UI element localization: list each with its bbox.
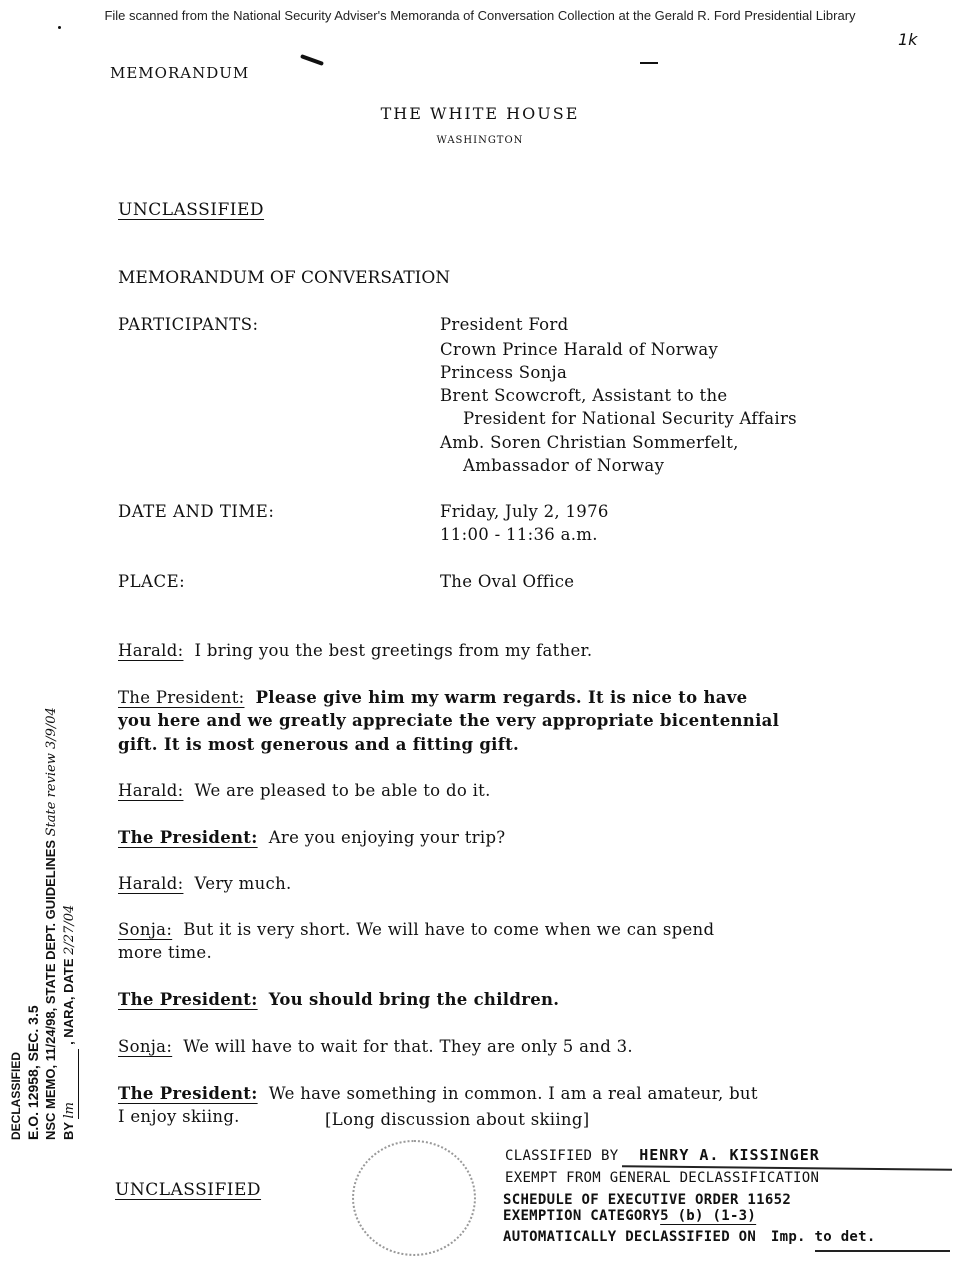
participant-line: Ambassador of Norway — [463, 456, 665, 475]
scan-speck — [58, 26, 61, 29]
stamp-schedule-line: SCHEDULE OF EXECUTIVE ORDER 11652 — [503, 1192, 792, 1208]
handwritten-initials: lm — [61, 1049, 79, 1119]
dialogue-text: you here and we greatly appreciate the very appropriate bicentennial — [118, 711, 780, 730]
memorandum-label: MEMORANDUM — [110, 64, 250, 82]
participant-line: Amb. Soren Christian Sommerfelt, — [440, 433, 739, 452]
speaker-name: The President: — [118, 990, 258, 1009]
speaker-name: Harald: — [118, 781, 184, 800]
dialogue-entry — [118, 641, 592, 660]
dialogue-text: Are you enjoying your trip? — [268, 828, 506, 847]
dialogue-text: gift. It is most generous and a fitting gift. — [118, 735, 520, 754]
place-label: PLACE: — [118, 572, 186, 591]
nara-date-label: , NARA, DATE — [61, 958, 76, 1045]
dialogue-entry — [118, 828, 505, 847]
participant-line: Princess Sonja — [440, 363, 568, 382]
handwritten-date: 2/27/04 — [62, 904, 77, 955]
guidelines-line — [42, 707, 60, 1140]
speaker-name: The President: — [118, 828, 258, 847]
participant-line: President for National Security Affairs — [463, 409, 797, 428]
classified-by-label: CLASSIFIED BY — [505, 1148, 619, 1164]
speaker-name: Sonja: — [118, 1037, 173, 1056]
speaker-name: The President: — [118, 1084, 258, 1103]
dialogue-text: Please give him my warm regards. It is nice to have — [255, 688, 748, 707]
dialogue-text: I bring you the best greetings from my father. — [194, 641, 593, 660]
auto-declass-label: AUTOMATICALLY DECLASSIFIED ON — [503, 1229, 757, 1245]
participant-line: President Ford — [440, 315, 569, 334]
classification-bottom: UNCLASSIFIED — [115, 1180, 262, 1200]
dialogue-entry — [118, 781, 491, 800]
dialogue-text: more time. — [118, 943, 213, 962]
dialogue-text: But it is very short. We will have to come when we can spend — [183, 920, 715, 939]
seal-stamp — [352, 1140, 476, 1256]
page-mark: 1k — [898, 30, 918, 49]
participant-line: Brent Scowcroft, Assistant to the — [440, 386, 728, 405]
auto-declass-value: Imp. to det. — [770, 1229, 876, 1245]
scan-speck — [640, 62, 658, 64]
nara-line — [60, 707, 79, 1140]
date-time-label: DATE AND TIME: — [118, 502, 275, 521]
stamp-exempt-line: EXEMPT FROM GENERAL DECLASSIFICATION — [505, 1170, 820, 1186]
classification-stamp — [505, 1146, 820, 1164]
speaker-name: Harald: — [118, 641, 184, 660]
eo-reference: E.O. 12958, SEC. 3.5 — [25, 1005, 41, 1140]
handwritten-review: State review 3/9/04 — [44, 707, 59, 837]
meeting-time: 11:00 - 11:36 a.m. — [440, 525, 598, 544]
stamp-category-line — [503, 1208, 756, 1224]
dialogue-text: You should bring the children. — [268, 990, 560, 1009]
dialogue-text: We are pleased to be able to do it. — [194, 781, 491, 800]
stamp-underline — [815, 1250, 950, 1252]
scan-source-note: File scanned from the National Security Adviser's Memoranda of Conversation Collection at the Gerald R. Ford Presidential Library — [104, 8, 856, 23]
dialogue-text: We will have to wait for that. They are only 5 and 3. — [183, 1037, 633, 1056]
declassification-side-stamp — [8, 707, 79, 1140]
declassified-label: DECLASSIFIED — [9, 1051, 23, 1140]
dialogue-entry — [118, 1084, 758, 1103]
speaker-name: Harald: — [118, 874, 184, 893]
dialogue-entry — [118, 920, 714, 939]
by-label: BY — [61, 1122, 76, 1140]
memcon-title: MEMORANDUM OF CONVERSATION — [118, 268, 451, 288]
speaker-name: Sonja: — [118, 920, 173, 939]
dialogue-entry — [118, 990, 559, 1009]
scan-speck — [300, 54, 324, 66]
exemption-category-label: EXEMPTION CATEGORY — [503, 1208, 661, 1224]
dialogue-text: We have something in common. I am a real amateur, but — [268, 1084, 758, 1103]
dialogue-text: I enjoy skiing. — [118, 1107, 240, 1126]
dialogue-entry — [118, 688, 747, 707]
stamp-auto-line — [503, 1229, 876, 1245]
meeting-place: The Oval Office — [440, 572, 575, 591]
participant-line: Crown Prince Harald of Norway — [440, 340, 719, 359]
exemption-category-value: 5 (b) (1-3) — [660, 1208, 757, 1224]
classified-by-value: HENRY A. KISSINGER — [639, 1146, 820, 1164]
meeting-date: Friday, July 2, 1976 — [440, 502, 609, 521]
white-house-title: THE WHITE HOUSE — [380, 104, 580, 123]
classification-top: UNCLASSIFIED — [118, 200, 265, 220]
participants-label: PARTICIPANTS: — [118, 315, 259, 334]
guidelines-text: NSC MEMO, 11/24/98, STATE DEPT. GUIDELINES — [43, 839, 58, 1140]
dialogue-entry — [118, 1037, 633, 1056]
dialogue-entry — [118, 874, 292, 893]
dialogue-text: Very much. — [194, 874, 292, 893]
editorial-note: [Long discussion about skiing] — [325, 1110, 590, 1129]
speaker-name: The President: — [118, 688, 245, 707]
washington-subtitle: WASHINGTON — [436, 135, 524, 146]
